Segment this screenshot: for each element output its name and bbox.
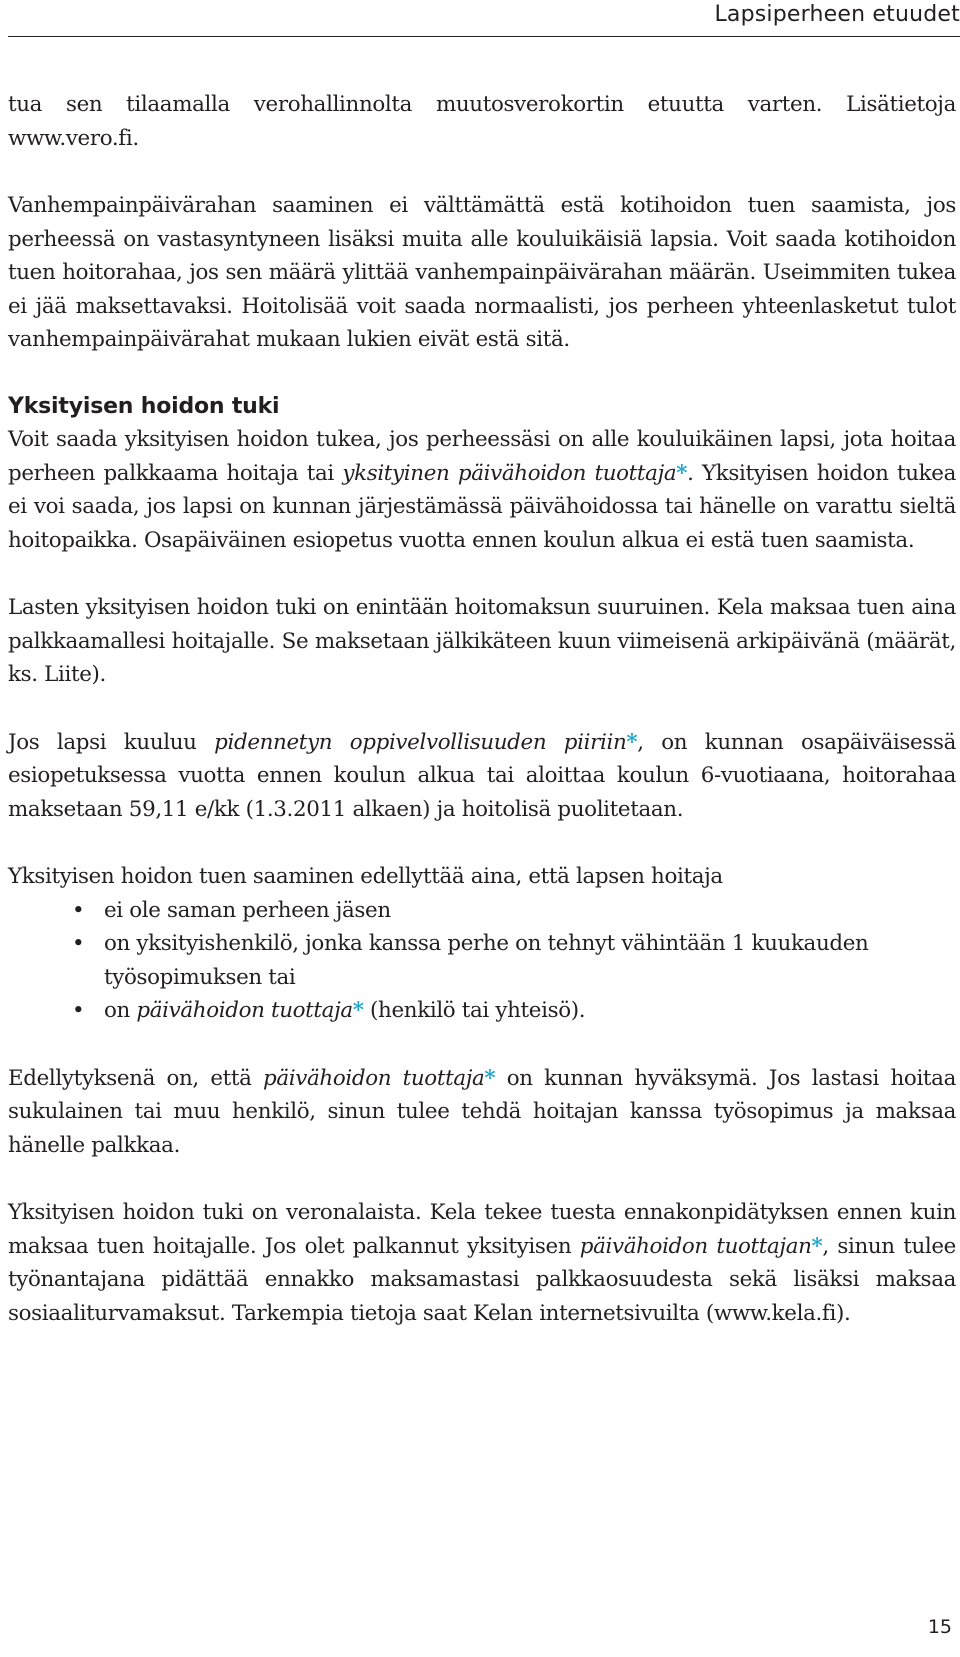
bullet-icon: • — [72, 931, 85, 956]
text-run: on kunnan hyväksymä. Jos lastasi hoitaa sukulainen tai muu henkilö, sinun tulee tehdä hoitajan kanssa työsopimus ja maksaa hänelle palkkaa. — [8, 1065, 956, 1158]
footnote-marker: * — [626, 729, 638, 755]
footnote-marker: * — [484, 1065, 496, 1091]
text-run: Edellytyksenä on, että — [8, 1065, 264, 1091]
text-run: Voit saada yksityisen hoidon tukea, jos perheessäsi on alle kouluikäinen lapsi, jota hoitaa perheen palkkaama hoitaja tai — [8, 427, 956, 486]
footnote-marker: * — [676, 460, 688, 486]
footnote-marker: * — [352, 998, 364, 1023]
text-run: . Yksityisen hoidon tukea ei voi saada, jos lapsi on kunnan järjestämässä päivähoidossa tai hänelle on varattu sieltä hoitopaikka. Osapäiväinen esiopetus vuotta ennen koulun alkua ei estä tuen saamista. — [8, 460, 956, 553]
paragraph: Lasten yksityisen hoidon tuki on enintään hoitomaksun suuruinen. Kela maksaa tuen aina palkkaamallesi hoitajalle. Se maksetaan jälkikäteen kuun viimeisenä arkipäivänä (määrät, ks. Liite). — [8, 595, 956, 687]
list-item — [8, 994, 956, 1028]
page-number: 15 — [927, 1616, 952, 1638]
document-body — [8, 88, 956, 1330]
glossary-reference: yksityinen päivähoidon tuottaja — [342, 460, 677, 486]
glossary-reference: päivähoidon tuottajan — [579, 1233, 812, 1259]
paragraph — [8, 1062, 956, 1163]
page-header — [8, 0, 960, 37]
list-item — [8, 894, 956, 928]
text-run: Jos lapsi kuuluu — [8, 729, 215, 755]
paragraph: Vanhempainpäivärahan saaminen ei välttämättä estä kotihoidon tuen saamista, jos perheessä on vastasyntyneen lisäksi muita alle kouluikäisiä lapsia. Voit saada kotihoidon tuen hoitorahaa, jos sen määrä ylittää vanhempainpäivärahan määrän. Useimmiten tukea ei jää maksettavaksi. Hoitolisää voit saada normaalisti, jos perheen yhteenlasketut tulot vanhempainpäivärahat mukaan lukien eivät estä sitä. — [8, 193, 956, 352]
paragraph — [8, 423, 956, 557]
paragraph — [8, 726, 956, 827]
paragraph: Yksityisen hoidon tuen saaminen edellyttää aina, että lapsen hoitaja — [8, 864, 723, 889]
footnote-marker: * — [811, 1233, 823, 1259]
text-run: on — [104, 998, 137, 1023]
glossary-reference: päivähoidon tuottaja — [136, 998, 353, 1023]
text-run: Yksityisen hoidon tuki on veronalaista. Kela tekee tuesta ennakonpidätyksen ennen kuin maksaa tuen hoitajalle. Jos olet palkannut yksityisen — [8, 1200, 956, 1259]
list-item — [8, 927, 956, 994]
text-run: , on kunnan osapäiväisessä esiopetuksessa vuotta ennen koulun alkua tai aloittaa koulun 6-vuotiaana, hoitorahaa maksetaan 59,11 e/kk (1.3.2011 alkaen) ja hoitolisä puolitetaan. — [8, 729, 956, 822]
text-run: , sinun tulee työnantajana pidättää ennakko maksamastasi palkkaosuudesta sekä lisäksi maksaa sosiaaliturvamaksut. Tarkempia tietoja saat Kelan internetsivuilta (www.kela.fi). — [8, 1233, 956, 1326]
section-heading: Yksityisen hoidon tuki — [8, 393, 280, 419]
requirements-list — [8, 894, 956, 1028]
list-item-text: on yksityishenkilö, jonka kanssa perhe on tehnyt vähintään 1 kuukauden työsopimuksen tai — [104, 931, 869, 990]
paragraph — [8, 1196, 956, 1330]
text-run: (henkilö tai yhteisö). — [363, 998, 586, 1023]
paragraph: tua sen tilaamalla verohallinnolta muutosverokortin etuutta varten. Lisätietoja www.vero.fi. — [8, 92, 956, 151]
glossary-reference: päivähoidon tuottaja — [263, 1065, 485, 1091]
header-title: Lapsiperheen etuudet — [714, 2, 960, 27]
bullet-icon: • — [72, 897, 85, 923]
glossary-reference: pidennetyn oppivelvollisuuden piiriin — [214, 729, 627, 755]
bullet-icon: • — [72, 998, 85, 1023]
list-item-text: ei ole saman perheen jäsen — [104, 897, 391, 923]
